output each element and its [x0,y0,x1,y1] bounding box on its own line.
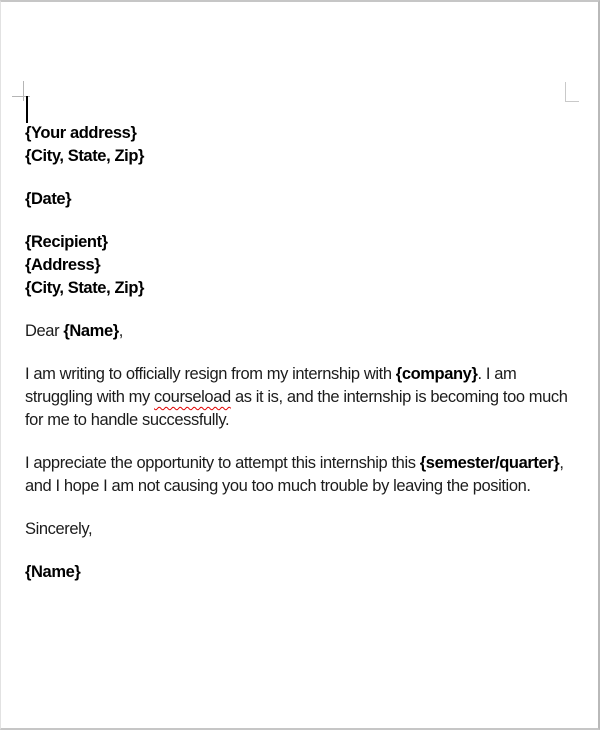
recipient-address [25,231,575,300]
text-run: , [559,454,564,472]
text-run: Sincerely, [25,520,93,538]
text-line [25,320,575,343]
salutation [25,320,575,343]
text-line [25,452,575,475]
margin-corner-mark-top-right [565,82,566,102]
placeholder-field: {semester/quarter} [419,454,560,472]
text-run: I am writing to officially resign from my internship with [25,365,396,383]
text-line [25,122,575,145]
sender-address [25,122,575,168]
text-line [25,363,575,386]
text-run: and I hope I am not causing you too much trouble by leaving the position. [25,477,531,495]
placeholder-field: {City, State, Zip} [25,147,145,165]
text-line [25,231,575,254]
margin-corner-mark-top-left [23,81,24,101]
margin-corner-mark-top-right [565,101,579,102]
text-run: . I am [477,365,517,383]
text-line [25,386,575,409]
placeholder-field: {Name} [63,322,119,340]
body-paragraph-2 [25,452,575,498]
text-run: Dear [25,322,64,340]
placeholder-field: {City, State, Zip} [25,279,145,297]
text-run: , [118,322,123,340]
text-line [25,561,575,584]
closing [25,518,575,541]
text-line [25,277,575,300]
placeholder-field: {company} [395,365,478,383]
text-line [25,409,575,432]
signature [25,561,575,584]
text-line [25,254,575,277]
placeholder-field: {Your address} [25,124,137,142]
text-line [25,475,575,498]
misspelled-word: courseload [154,388,231,406]
text-run: for me to handle successfully. [25,411,230,429]
date [25,188,575,211]
text-run: as it is, and the internship is becoming too much [230,388,568,406]
text-run: struggling with my [25,388,155,406]
text-line [25,145,575,168]
placeholder-field: {Address} [25,256,101,274]
text-run: I appreciate the opportunity to attempt this internship this [25,454,420,472]
text-cursor [26,96,28,123]
text-line [25,518,575,541]
placeholder-field: {Name} [25,563,81,581]
placeholder-field: {Recipient} [25,233,108,251]
placeholder-field: {Date} [25,190,72,208]
text-line [25,188,575,211]
document-text[interactable] [25,122,575,604]
body-paragraph-1 [25,363,575,432]
